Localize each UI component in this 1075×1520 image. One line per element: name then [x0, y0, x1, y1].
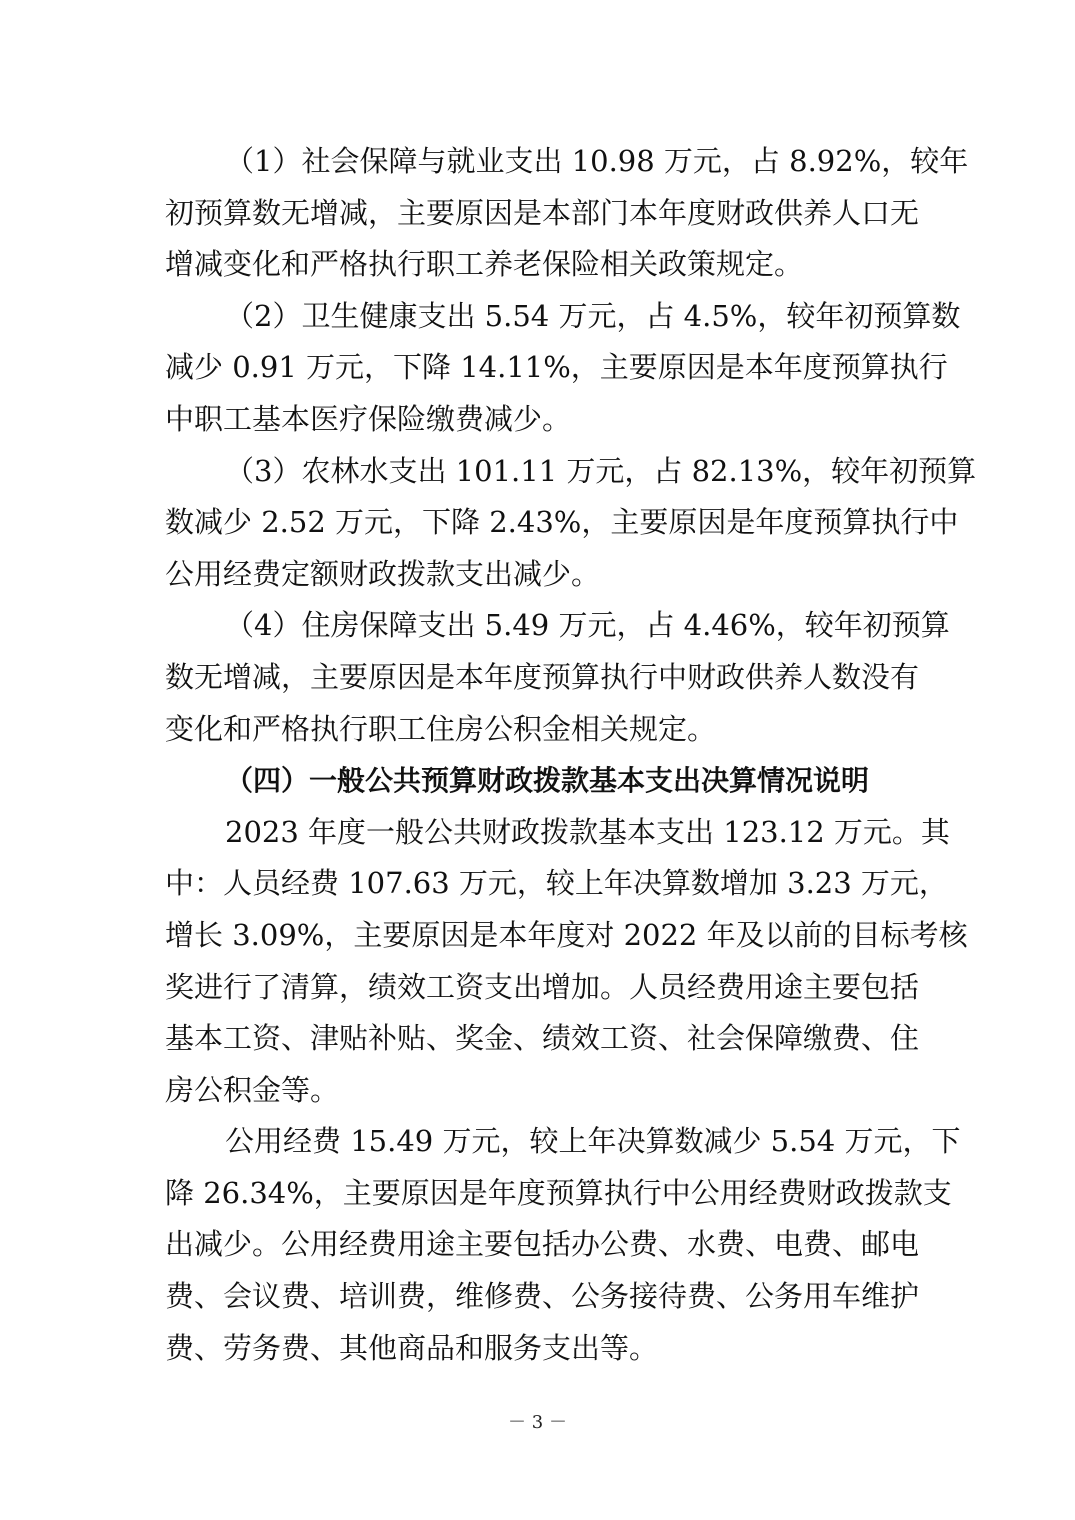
text-line: 基本工资、津贴补贴、奖金、绩效工资、社会保障缴费、住 — [165, 1021, 920, 1056]
section-heading: （四）一般公共预算财政拨款基本支出决算情况说明 — [225, 764, 870, 798]
page-number: － 3 － — [508, 1412, 567, 1433]
paragraph-basic-expenditure — [165, 807, 968, 1117]
text-line: 增减变化和严格执行职工养老保险相关政策规定。 — [165, 247, 804, 282]
text-line: （2）卫生健康支出 5.54 万元，占 4.5%，较年初预算数 — [225, 298, 961, 333]
text-line: 数无增减，主要原因是本年度预算执行中财政供养人数没有 — [165, 659, 920, 694]
text-line: （1）社会保障与就业支出 10.98 万元，占 8.92%，较年 — [225, 144, 969, 178]
text-line: （4）住房保障支出 5.49 万元，占 4.46%，较年初预算 — [225, 608, 950, 643]
document-body — [165, 136, 977, 1374]
text-line: 降 26.34%，主要原因是年度预算执行中公用经费财政拨款支 — [165, 1175, 952, 1210]
text-line: 增长 3.09%，主要原因是本年度对 2022 年及以前的目标考核 — [165, 917, 968, 952]
text-line: 公用经费定额财政拨款支出减少。 — [165, 556, 601, 591]
text-line: 公用经费 15.49 万元，较上年决算数减少 5.54 万元，下 — [225, 1124, 961, 1159]
text-line: 中职工基本医疗保险缴费减少。 — [165, 401, 572, 436]
text-line: 费、劳务费、其他商品和服务支出等。 — [165, 1330, 659, 1365]
text-line: 奖进行了清算，绩效工资支出增加。人员经费用途主要包括 — [165, 969, 920, 1004]
text-line: 费、会议费、培训费，维修费、公务接待费、公务用车维护 — [165, 1279, 920, 1314]
paragraph-health — [165, 291, 961, 446]
text-line: 2023 年度一般公共财政拨款基本支出 123.12 万元。其 — [225, 814, 950, 849]
text-line: 中：人员经费 107.63 万元，较上年决算数增加 3.23 万元， — [165, 866, 948, 901]
paragraph-agriculture — [165, 446, 977, 601]
text-line: 初预算数无增减，主要原因是本部门本年度财政供养人口无 — [165, 195, 920, 230]
text-line: 房公积金等。 — [165, 1072, 340, 1107]
paragraph-social-security — [165, 136, 969, 291]
text-line: （3）农林水支出 101.11 万元，占 82.13%，较年初预算 — [225, 453, 977, 488]
text-line: 减少 0.91 万元，下降 14.11%，主要原因是本年度预算执行 — [165, 350, 948, 385]
text-line: 数减少 2.52 万元，下降 2.43%，主要原因是年度预算执行中 — [165, 505, 959, 540]
paragraph-public-expenditure — [165, 1116, 961, 1374]
text-line: 出减少。公用经费用途主要包括办公费、水费、电费、邮电 — [165, 1227, 920, 1262]
text-line: 变化和严格执行职工住房公积金相关规定。 — [165, 711, 717, 746]
paragraph-housing — [165, 600, 950, 755]
